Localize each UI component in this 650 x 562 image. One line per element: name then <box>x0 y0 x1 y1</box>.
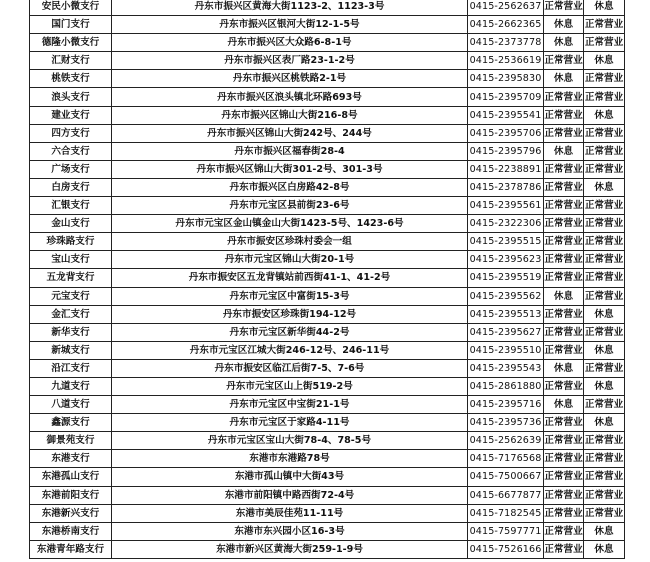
branch-phone-cell: 0415-2238891 <box>468 160 544 178</box>
table-row <box>30 34 625 52</box>
branch-name-cell: 安民小微支行 <box>30 0 112 16</box>
table-row <box>30 305 625 323</box>
branch-address-cell: 丹东市元宝区宝山大街78-4、78-5号 <box>112 432 468 450</box>
branch-phone-cell: 0415-2562639 <box>468 432 544 450</box>
branch-address-cell: 丹东市振兴区黄海大街1123-2、1123-3号 <box>112 0 468 16</box>
branch-address-cell: 东港市东港路78号 <box>112 450 468 468</box>
weekend-hours-cell: 正常营业 <box>584 34 625 52</box>
branch-phone-cell: 0415-2662365 <box>468 16 544 34</box>
branch-address-cell: 丹东市振兴区锦山大街216-8号 <box>112 106 468 124</box>
branch-phone-cell: 0415-2322306 <box>468 215 544 233</box>
table-row <box>30 504 625 522</box>
table-row <box>30 197 625 215</box>
weekend-hours-cell: 正常营业 <box>584 251 625 269</box>
branch-name-cell: 珍珠路支行 <box>30 233 112 251</box>
table-row <box>30 124 625 142</box>
table-row <box>30 341 625 359</box>
weekday-hours-cell: 正常营业 <box>544 450 584 468</box>
branch-name-cell: 浪头支行 <box>30 88 112 106</box>
branch-phone-cell: 0415-2395736 <box>468 414 544 432</box>
branch-phone-cell: 0415-6677877 <box>468 486 544 504</box>
weekend-hours-cell: 休息 <box>584 540 625 558</box>
branch-phone-cell: 0415-2562637 <box>468 0 544 16</box>
weekday-hours-cell: 正常营业 <box>544 305 584 323</box>
branch-phone-cell: 0415-2395541 <box>468 106 544 124</box>
branch-address-cell: 丹东市振兴区银河大街12-1-5号 <box>112 16 468 34</box>
table-row <box>30 468 625 486</box>
weekday-hours-cell: 正常营业 <box>544 88 584 106</box>
weekend-hours-cell: 正常营业 <box>584 323 625 341</box>
branch-phone-cell: 0415-2395623 <box>468 251 544 269</box>
table-row <box>30 160 625 178</box>
branch-address-cell: 东港市前阳镇中路西街72-4号 <box>112 486 468 504</box>
branch-phone-cell: 0415-2378786 <box>468 178 544 196</box>
branch-phone-cell: 0415-2395510 <box>468 341 544 359</box>
weekend-hours-cell: 正常营业 <box>584 396 625 414</box>
weekday-hours-cell: 休息 <box>544 16 584 34</box>
table-row <box>30 287 625 305</box>
weekday-hours-cell: 休息 <box>544 359 584 377</box>
branch-name-cell: 六合支行 <box>30 142 112 160</box>
weekday-hours-cell: 正常营业 <box>544 341 584 359</box>
branch-phone-cell: 0415-2395543 <box>468 359 544 377</box>
weekend-hours-cell: 休息 <box>584 522 625 540</box>
table-row <box>30 70 625 88</box>
branch-name-cell: 金汇支行 <box>30 305 112 323</box>
weekday-hours-cell: 正常营业 <box>544 197 584 215</box>
branch-address-cell: 丹东市振兴区桃铁路2-1号 <box>112 70 468 88</box>
branch-phone-cell: 0415-2395513 <box>468 305 544 323</box>
weekend-hours-cell: 正常营业 <box>584 468 625 486</box>
weekday-hours-cell: 休息 <box>544 396 584 414</box>
weekend-hours-cell: 休息 <box>584 52 625 70</box>
branch-phone-cell: 0415-2395716 <box>468 396 544 414</box>
weekday-hours-cell: 正常营业 <box>544 540 584 558</box>
weekday-hours-cell: 正常营业 <box>544 468 584 486</box>
weekend-hours-cell: 正常营业 <box>584 432 625 450</box>
table-row <box>30 215 625 233</box>
table-row <box>30 178 625 196</box>
table-row <box>30 522 625 540</box>
table-row <box>30 323 625 341</box>
branch-phone-cell: 0415-7500667 <box>468 468 544 486</box>
weekend-hours-cell: 正常营业 <box>584 269 625 287</box>
weekday-hours-cell: 正常营业 <box>544 0 584 16</box>
weekend-hours-cell: 休息 <box>584 341 625 359</box>
branch-address-cell: 丹东市元宝区锦山大街20-1号 <box>112 251 468 269</box>
branch-name-cell: 新华支行 <box>30 323 112 341</box>
branch-phone-cell: 0415-7176568 <box>468 450 544 468</box>
branch-phone-cell: 0415-2395562 <box>468 287 544 305</box>
branch-name-cell: 广场支行 <box>30 160 112 178</box>
table-row <box>30 142 625 160</box>
weekday-hours-cell: 正常营业 <box>544 504 584 522</box>
branch-name-cell: 新城支行 <box>30 341 112 359</box>
weekday-hours-cell: 休息 <box>544 142 584 160</box>
branch-name-cell: 建业支行 <box>30 106 112 124</box>
table-row <box>30 52 625 70</box>
table-row <box>30 106 625 124</box>
branch-address-cell: 丹东市振兴区浪头镇北环路693号 <box>112 88 468 106</box>
branch-phone-cell: 0415-2395830 <box>468 70 544 88</box>
weekday-hours-cell: 正常营业 <box>544 160 584 178</box>
branch-address-cell: 东港市新兴区黄海大街259-1-9号 <box>112 540 468 558</box>
weekend-hours-cell: 正常营业 <box>584 359 625 377</box>
branch-phone-cell: 0415-2395519 <box>468 269 544 287</box>
branch-address-cell: 丹东市元宝区县前街23-6号 <box>112 197 468 215</box>
weekday-hours-cell: 正常营业 <box>544 124 584 142</box>
branch-address-cell: 丹东市元宝区新华街44-2号 <box>112 323 468 341</box>
branch-phone-cell: 0415-2395561 <box>468 197 544 215</box>
weekday-hours-cell: 休息 <box>544 70 584 88</box>
branch-phone-cell: 0415-2395709 <box>468 88 544 106</box>
table-row <box>30 269 625 287</box>
weekday-hours-cell: 正常营业 <box>544 323 584 341</box>
table-row <box>30 16 625 34</box>
branch-name-cell: 鑫源支行 <box>30 414 112 432</box>
branch-phone-cell: 0415-2395706 <box>468 124 544 142</box>
weekday-hours-cell: 正常营业 <box>544 215 584 233</box>
branch-name-cell: 御景苑支行 <box>30 432 112 450</box>
branch-address-cell: 丹东市振兴区大众路6-8-1号 <box>112 34 468 52</box>
branch-name-cell: 白房支行 <box>30 178 112 196</box>
table-row <box>30 432 625 450</box>
weekend-hours-cell: 正常营业 <box>584 124 625 142</box>
weekend-hours-cell: 正常营业 <box>584 486 625 504</box>
branch-address-cell: 丹东市振兴区锦山大街301-2号、301-3号 <box>112 160 468 178</box>
branch-name-cell: 九道支行 <box>30 377 112 395</box>
weekend-hours-cell: 正常营业 <box>584 88 625 106</box>
branch-name-cell: 四方支行 <box>30 124 112 142</box>
weekend-hours-cell: 休息 <box>584 178 625 196</box>
table-row <box>30 486 625 504</box>
branch-name-cell: 汇财支行 <box>30 52 112 70</box>
table-row <box>30 88 625 106</box>
branch-name-cell: 东港新兴支行 <box>30 504 112 522</box>
weekend-hours-cell: 正常营业 <box>584 142 625 160</box>
branch-phone-cell: 0415-2395515 <box>468 233 544 251</box>
branch-address-cell: 丹东市振兴区福春街28-4 <box>112 142 468 160</box>
branch-name-cell: 八道支行 <box>30 396 112 414</box>
branch-name-cell: 东港支行 <box>30 450 112 468</box>
weekday-hours-cell: 正常营业 <box>544 486 584 504</box>
weekend-hours-cell: 正常营业 <box>584 16 625 34</box>
branch-name-cell: 东港孤山支行 <box>30 468 112 486</box>
weekend-hours-cell: 正常营业 <box>584 70 625 88</box>
weekday-hours-cell: 正常营业 <box>544 106 584 124</box>
weekend-hours-cell: 正常营业 <box>584 160 625 178</box>
weekday-hours-cell: 正常营业 <box>544 522 584 540</box>
branch-name-cell: 东港前阳支行 <box>30 486 112 504</box>
weekend-hours-cell: 正常营业 <box>584 450 625 468</box>
branch-name-cell: 元宝支行 <box>30 287 112 305</box>
weekday-hours-cell: 正常营业 <box>544 269 584 287</box>
weekend-hours-cell: 正常营业 <box>584 287 625 305</box>
branch-address-cell: 丹东市元宝区山上街519-2号 <box>112 377 468 395</box>
table-row <box>30 450 625 468</box>
weekend-hours-cell: 休息 <box>584 106 625 124</box>
weekday-hours-cell: 休息 <box>544 34 584 52</box>
branch-name-cell: 宝山支行 <box>30 251 112 269</box>
branch-phone-cell: 0415-2373778 <box>468 34 544 52</box>
branch-address-cell: 丹东市元宝区中富街15-3号 <box>112 287 468 305</box>
weekday-hours-cell: 正常营业 <box>544 178 584 196</box>
branch-address-cell: 丹东市元宝区金山镇金山大街1423-5号、1423-6号 <box>112 215 468 233</box>
weekend-hours-cell: 休息 <box>584 377 625 395</box>
branch-phone-cell: 0415-7526166 <box>468 540 544 558</box>
weekday-hours-cell: 正常营业 <box>544 432 584 450</box>
branch-address-cell: 丹东市振兴区白房路42-8号 <box>112 178 468 196</box>
weekend-hours-cell: 休息 <box>584 305 625 323</box>
weekend-hours-cell: 正常营业 <box>584 215 625 233</box>
branch-name-cell: 金山支行 <box>30 215 112 233</box>
table-row <box>30 251 625 269</box>
branch-phone-cell: 0415-7182545 <box>468 504 544 522</box>
table-row <box>30 540 625 558</box>
branch-name-cell: 五龙背支行 <box>30 269 112 287</box>
weekday-hours-cell: 正常营业 <box>544 233 584 251</box>
branch-phone-cell: 0415-2536619 <box>468 52 544 70</box>
table-row <box>30 414 625 432</box>
table-row <box>30 233 625 251</box>
table-row <box>30 359 625 377</box>
branch-name-cell: 沿江支行 <box>30 359 112 377</box>
weekday-hours-cell: 正常营业 <box>544 414 584 432</box>
branch-address-cell: 丹东市振安区珍珠村委会一组 <box>112 233 468 251</box>
branch-phone-cell: 0415-2395627 <box>468 323 544 341</box>
branch-address-cell: 丹东市元宝区于家路4-11号 <box>112 414 468 432</box>
weekend-hours-cell: 休息 <box>584 414 625 432</box>
branch-address-cell: 丹东市元宝区中宝街21-1号 <box>112 396 468 414</box>
branch-name-cell: 桃铁支行 <box>30 70 112 88</box>
branch-address-cell: 丹东市振安区临江后街7-5、7-6号 <box>112 359 468 377</box>
branch-name-cell: 东港青年路支行 <box>30 540 112 558</box>
branch-phone-cell: 0415-7597771 <box>468 522 544 540</box>
branch-address-cell: 丹东市元宝区江城大街246-12号、246-11号 <box>112 341 468 359</box>
weekday-hours-cell: 正常营业 <box>544 377 584 395</box>
branch-phone-cell: 0415-2395796 <box>468 142 544 160</box>
branch-name-cell: 国门支行 <box>30 16 112 34</box>
branch-address-cell: 东港市美辰佳苑11-11号 <box>112 504 468 522</box>
weekend-hours-cell: 正常营业 <box>584 233 625 251</box>
branch-address-cell: 丹东市振兴区表厂路23-1-2号 <box>112 52 468 70</box>
branch-address-cell: 丹东市振兴区锦山大街242号、244号 <box>112 124 468 142</box>
branch-phone-cell: 0415-2861880 <box>468 377 544 395</box>
branch-address-cell: 东港市东兴园小区16-3号 <box>112 522 468 540</box>
branch-address-cell: 东港市孤山镇中大街43号 <box>112 468 468 486</box>
branch-name-cell: 汇银支行 <box>30 197 112 215</box>
branch-table-body <box>30 0 625 558</box>
table-row <box>30 0 625 16</box>
table-row <box>30 377 625 395</box>
branch-table <box>29 0 625 559</box>
branch-address-cell: 丹东市振安区五龙背镇站前西街41-1、41-2号 <box>112 269 468 287</box>
weekend-hours-cell: 正常营业 <box>584 504 625 522</box>
weekend-hours-cell: 休息 <box>584 0 625 16</box>
table-row <box>30 396 625 414</box>
weekday-hours-cell: 休息 <box>544 287 584 305</box>
weekday-hours-cell: 正常营业 <box>544 251 584 269</box>
branch-address-cell: 丹东市振安区珍珠街194-12号 <box>112 305 468 323</box>
branch-name-cell: 东港桥南支行 <box>30 522 112 540</box>
branch-name-cell: 德隆小微支行 <box>30 34 112 52</box>
weekend-hours-cell: 正常营业 <box>584 197 625 215</box>
weekday-hours-cell: 正常营业 <box>544 52 584 70</box>
